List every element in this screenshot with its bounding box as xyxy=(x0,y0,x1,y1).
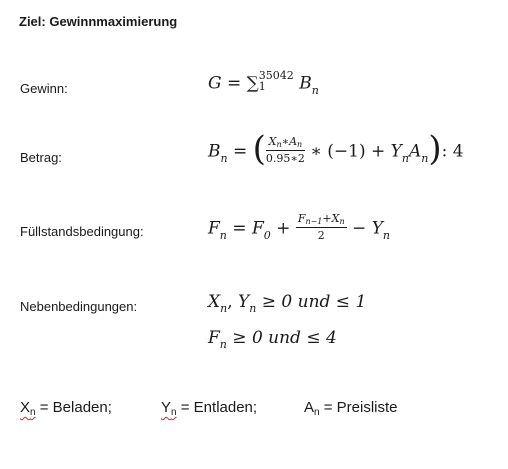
sum-upper: 35042 xyxy=(258,69,294,82)
page-title: Ziel: Gewinnmaximierung xyxy=(19,14,178,29)
neben-f-sub: n xyxy=(219,338,227,351)
legend-y-sub: n xyxy=(171,407,177,418)
legend-a-text: = Preisliste xyxy=(319,399,398,416)
frac-num-x-sub: n xyxy=(339,217,345,226)
neben-line-2 xyxy=(208,328,337,351)
f0-var: F xyxy=(251,218,264,239)
fuellstand-label: Füllstandsbedingung: xyxy=(20,224,144,239)
fuellstand-frac-den: 2 xyxy=(317,229,325,242)
neben-line-2-rest: ≥ 0 und ≤ 4 xyxy=(232,328,337,348)
legend-a-main: A xyxy=(304,399,315,416)
equals-sign: = xyxy=(232,218,252,239)
frac-num-f: F xyxy=(297,212,306,225)
equals-sign: = xyxy=(227,73,247,94)
fuellstand-lhs-sub: n xyxy=(219,228,227,242)
frac-num-a: A xyxy=(289,135,298,148)
neben-line-1 xyxy=(208,292,367,315)
neben-x: X xyxy=(208,292,221,312)
legend-y-symbol xyxy=(161,399,177,416)
betrag-y-sub: n xyxy=(401,151,409,165)
fuellstand-y-sub: n xyxy=(382,228,391,242)
frac-num-plus: + xyxy=(322,212,332,225)
betrag-frac-num xyxy=(266,135,305,151)
betrag-lhs: B xyxy=(208,141,221,162)
fuellstand-y: Y xyxy=(371,218,383,239)
mult-sign: ∗ xyxy=(310,141,322,162)
fuellstand-formula xyxy=(208,214,390,244)
betrag-y: Y xyxy=(390,141,402,162)
legend-y-main: Y xyxy=(161,399,172,416)
fuellstand-fraction xyxy=(296,212,347,242)
legend-x-text: = Beladen; xyxy=(35,399,112,416)
betrag-a: A xyxy=(408,141,422,162)
betrag-frac-den: 0.95∗2 xyxy=(265,152,305,165)
minus-sign: − xyxy=(352,218,367,239)
div-four: : 4 xyxy=(441,141,464,162)
gewinn-formula xyxy=(208,69,319,97)
fuellstand-lhs: F xyxy=(208,218,220,239)
plus-sign: + xyxy=(276,218,296,239)
neben-f: F xyxy=(208,328,220,348)
equals-sign: = xyxy=(233,141,253,162)
betrag-formula xyxy=(208,129,464,169)
betrag-label: Betrag: xyxy=(20,150,62,165)
gewinn-var: B xyxy=(299,73,312,94)
neben-y-sub: n xyxy=(249,302,257,315)
legend-x xyxy=(20,399,112,416)
legend-a-sub: n xyxy=(314,407,320,418)
frac-num-x: X xyxy=(268,135,277,148)
close-paren: ) xyxy=(428,129,442,169)
frac-num-x: X xyxy=(331,212,340,225)
frac-num-f-sub: n−1 xyxy=(305,217,323,226)
gewinn-label: Gewinn: xyxy=(20,81,68,96)
neben-y: Y xyxy=(238,292,250,312)
legend-x-main: X xyxy=(20,399,31,416)
frac-num-op: ∗ xyxy=(281,135,290,148)
legend-x-symbol xyxy=(20,399,36,416)
minus-one: (−1) xyxy=(327,141,366,162)
betrag-a-sub: n xyxy=(421,151,429,165)
open-paren: ( xyxy=(252,129,266,169)
legend-y xyxy=(161,399,257,416)
betrag-lhs-sub: n xyxy=(220,151,228,165)
neben-comma: , xyxy=(227,292,233,312)
plus-sign: + xyxy=(371,141,386,162)
sum-symbol: ∑ xyxy=(246,73,259,94)
neben-line-1-rest: ≥ 0 und ≤ 1 xyxy=(261,292,367,312)
neben-label: Nebenbedingungen: xyxy=(20,299,138,314)
legend-x-sub: n xyxy=(30,407,36,418)
frac-num-a-sub: n xyxy=(297,140,303,149)
gewinn-lhs: G xyxy=(208,73,222,94)
f0-sub: 0 xyxy=(263,228,271,242)
frac-num-x-sub: n xyxy=(276,140,282,149)
neben-x-sub: n xyxy=(220,302,228,315)
gewinn-var-sub: n xyxy=(311,83,319,97)
betrag-fraction xyxy=(266,135,305,165)
sum-lower: 1 xyxy=(258,80,266,93)
sum-limits xyxy=(259,70,294,92)
legend-y-text: = Entladen; xyxy=(176,399,258,416)
fuellstand-frac-num xyxy=(296,212,347,228)
legend-a xyxy=(304,399,398,416)
